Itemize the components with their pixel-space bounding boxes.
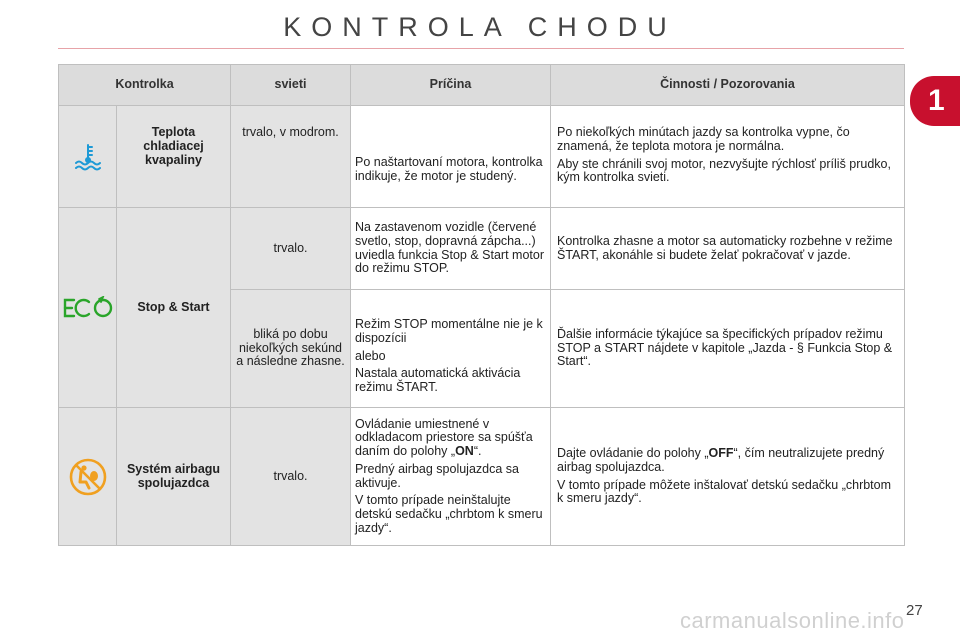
action-text: Ďalšie informácie týkajúce sa špecifických prípadov režimu STOP a START nájdete v kapitole „Jazda - § Funkcia Stop & Start“. — [557, 326, 893, 369]
cause-text: Na zastavenom vozidle (červené svetlo, stop, dopravná zápcha...) uviedla funkcia Stop & Start motor do režimu STOP. — [355, 220, 544, 276]
table-row — [59, 408, 905, 546]
icon-cell — [59, 408, 117, 546]
icon-cell — [59, 208, 117, 408]
action-cell — [551, 106, 905, 208]
cause-text: V tomto prípade neinštalujte detskú sedačku „chrbtom k smeru jazdy“. — [355, 493, 543, 535]
action-text: V tomto prípade môžete inštalovať detskú sedačku „chrbtom k smeru jazdy“. — [557, 477, 892, 506]
table-row — [59, 106, 905, 208]
page-title: KONTROLA CHODU — [283, 12, 677, 42]
cause-cell — [351, 106, 551, 208]
on-position-label: ON — [455, 444, 474, 458]
cause-text: Nastala automatická aktivácia režimu ŠTART. — [355, 366, 521, 395]
warning-lights-table — [58, 64, 905, 546]
header-svieti: svieti — [231, 65, 351, 106]
header-kontrolka: Kontrolka — [59, 65, 231, 106]
action-text: Aby ste chránili svoj motor, nezvyšujte rýchlosť príliš prudko, kým kontrolka svieti. — [557, 156, 891, 185]
cause-cell — [351, 290, 551, 408]
table-header-row — [59, 65, 905, 106]
action-cell — [551, 408, 905, 546]
light-state: trvalo. — [231, 408, 351, 546]
light-name: Stop & Start — [117, 208, 231, 408]
cause-text: Režim STOP momentálne nie je k dispozícii — [355, 317, 543, 345]
action-cell — [551, 208, 905, 290]
eco-stop-start-icon — [62, 296, 114, 320]
icon-cell — [59, 106, 117, 208]
action-text: Dajte ovládanie do polohy „OFF“, čím neutralizujete predný airbag spolujazdca. — [557, 446, 885, 474]
action-text: Kontrolka zhasne a motor sa automaticky rozbehne v režime ŠTART, akonáhle si budete želať pokračovať v jazde. — [557, 233, 893, 262]
light-state: trvalo, v modrom. — [231, 106, 351, 208]
chapter-tab — [910, 76, 960, 126]
cause-text: Predný airbag spolujazdca sa aktivuje. — [355, 461, 519, 490]
cause-cell — [351, 408, 551, 546]
cause-text: Po naštartovaní motora, kontrolka indikuje, že motor je studený. — [355, 154, 543, 183]
passenger-airbag-off-icon — [68, 457, 108, 497]
coolant-temperature-icon — [73, 142, 103, 172]
cause-cell — [351, 208, 551, 290]
light-name: Systém airbagu spolujazdca — [117, 408, 231, 546]
title-divider — [58, 48, 904, 49]
light-state: trvalo. — [231, 208, 351, 290]
watermark: carmanualsonline.info — [680, 608, 905, 633]
page-number: 27 — [906, 602, 923, 619]
light-state: bliká po dobu niekoľkých sekúnd a následne zhasne. — [231, 290, 351, 408]
cause-text: alebo — [355, 348, 386, 363]
chapter-number: 1 — [928, 84, 945, 117]
action-cell — [551, 290, 905, 408]
header-cinnosti: Činnosti / Pozorovania — [551, 65, 905, 106]
header-pricina: Príčina — [351, 65, 551, 106]
cause-text: Ovládanie umiestnené v odkladacom priestore sa spúšťa daním do polohy „ON“. — [355, 416, 533, 458]
light-name: Teplota chladiacej kvapaliny — [117, 106, 231, 208]
table-row — [59, 208, 905, 290]
action-text: Po niekoľkých minútach jazdy sa kontrolka vypne, čo znamená, že teplota motora je normálna. — [557, 125, 850, 153]
off-position-label: OFF — [708, 446, 734, 460]
